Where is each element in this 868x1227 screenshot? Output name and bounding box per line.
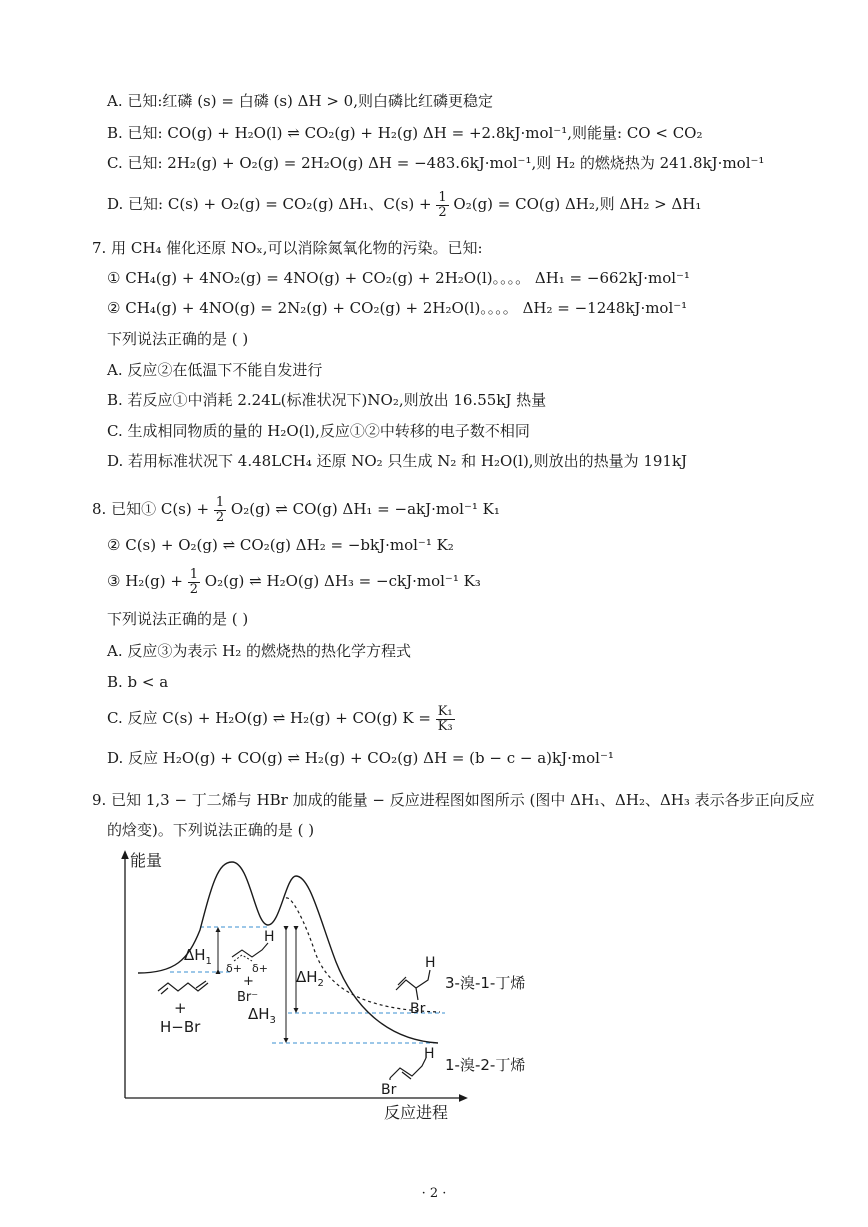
product2-name: 1-溴-2-丁烯 [445,1056,526,1074]
q8-eq1-post: O₂(g) ⇌ CO(g) ΔH₁ = −akJ·mol⁻¹ K₁ [230,500,500,518]
q6-option-d-pre: D. 已知: C(s) + O₂(g) = CO₂(g) ΔH₁、C(s) + [107,195,432,213]
q6-option-d [107,187,701,221]
product1-h: H [425,955,436,971]
bromide-ion: Br⁻ [237,990,259,1005]
q8-equation-2: ② C(s) + O₂(g) ⇌ CO₂(g) ΔH₂ = −bkJ·mol⁻¹ K₂ [107,536,454,554]
fraction-half: $\frac{1}{2}$ [438,189,447,220]
q7-option-c: C. 生成相同物质的量的 H₂O(l),反应①②中转移的电子数不相同 [107,422,530,440]
q7-option-d: D. 若用标准状况下 4.48LCH₄ 还原 NO₂ 只生成 N₂ 和 H₂O(l),则放出的热量为 191kJ [107,452,688,470]
q8-equation-1 [92,492,500,526]
q7-stem: 7. 用 CH₄ 催化还原 NOₓ,可以消除氮氧化物的污染。已知: [92,239,483,257]
q8-option-a: A. 反应③为表示 H₂ 的燃烧热的热化学方程式 [107,642,412,660]
q8-option-d: D. 反应 H₂O(g) + CO(g) ⇌ H₂(g) + CO₂(g) ΔH = (b − c − a)kJ·mol⁻¹ [107,749,614,767]
q8-equation-3 [107,564,481,598]
allyl-cation-partial [234,955,252,961]
y-axis-label: 能量 [130,851,163,870]
q6-option-b: B. 已知: CO(g) + H₂O(l) ⇌ CO₂(g) + H₂(g) ΔH = +2.8kJ·mol⁻¹,则能量: CO < CO₂ [107,124,703,142]
q8-prompt: 下列说法正确的是 ( ) [107,610,249,628]
energy-diagram [100,840,560,1130]
fraction-k1-k3: $\frac{\text{K₁}}{\text{K₃}}$ [437,703,453,734]
page-number: · 2 · [421,1186,447,1201]
q9-stem-line-1: 9. 已知 1,3 − 丁二烯与 HBr 加成的能量 − 反应进程图如图所示 (图中 ΔH₁、ΔH₂、ΔH₃ 表示各步正向反应 [92,791,815,809]
intermediate-plus: + [243,974,254,989]
butadiene-double-bond-3 [196,981,206,988]
product2-structure [390,1058,426,1078]
fraction-half: $\frac{1}{2}$ [189,566,199,597]
q8-option-b: B. b < a [107,673,169,691]
q8-eq3-pre: ③ H₂(g) + [107,572,183,590]
q8-option-c [107,701,455,735]
q7-prompt: 下列说法正确的是 ( ) [107,330,249,348]
delta-plus-1: δ+ [226,962,242,975]
product1-structure [396,970,430,990]
product2-br: Br [381,1082,397,1098]
product1-br: Br [410,1001,426,1017]
product1-br-bond [416,988,418,1000]
x-axis-label: 反应进程 [384,1103,449,1122]
delta-h3-label: $\Delta H_3$ [248,1005,276,1026]
reactant-plus: + [174,999,187,1017]
q8-eq1-pre: 8. 已知① C(s) + [92,500,210,518]
allyl-cation-structure [232,943,268,957]
q8-eq3-post: O₂(g) ⇌ H₂O(g) ΔH₃ = −ckJ·mol⁻¹ K₃ [204,572,481,590]
q7-option-a: A. 反应②在低温下不能自发进行 [107,361,323,379]
q6-option-a: A. 已知:红磷 (s) = 白磷 (s) ΔH > 0,则白磷比红磷更稳定 [107,92,493,110]
butadiene-double-bond-1 [161,988,168,994]
q7-option-b: B. 若反应①中消耗 2.24L(标准状况下)NO₂,则放出 16.55kJ 热量 [107,391,547,409]
q7-equation-2: ② CH₄(g) + 4NO(g) = 2N₂(g) + CO₂(g) + 2H₂O(l)。。。。 ΔH₂ = −1248kJ·mol⁻¹ [107,299,688,317]
hbr-label: H−Br [160,1018,201,1036]
product1-name: 3-溴-1-丁烯 [445,974,526,992]
q6-option-c: C. 已知: 2H₂(g) + O₂(g) = 2H₂O(g) ΔH = −483.6kJ·mol⁻¹,则 H₂ 的燃烧热为 241.8kJ·mol⁻¹ [107,154,765,172]
product2-h: H [424,1046,435,1062]
q9-stem-line-2: 的焓变)。下列说法正确的是 ( ) [107,821,315,839]
q7-equation-1: ① CH₄(g) + 4NO₂(g) = 4NO(g) + CO₂(g) + 2H₂O(l)。。。。 ΔH₁ = −662kJ·mol⁻¹ [107,269,690,287]
fraction-half: $\frac{1}{2}$ [215,494,225,525]
q8-option-c-pre: C. 反应 C(s) + H₂O(g) ⇌ H₂(g) + CO(g) K = [107,709,431,727]
delta-plus-2: δ+ [252,962,268,975]
intermediate-h: H [264,929,275,945]
q6-option-d-post: O₂(g) = CO(g) ΔH₂,则 ΔH₂ > ΔH₁ [453,195,702,213]
delta-h2-label: $\Delta H_2$ [296,968,324,989]
delta-h1-label: $\Delta H_1$ [184,946,212,967]
